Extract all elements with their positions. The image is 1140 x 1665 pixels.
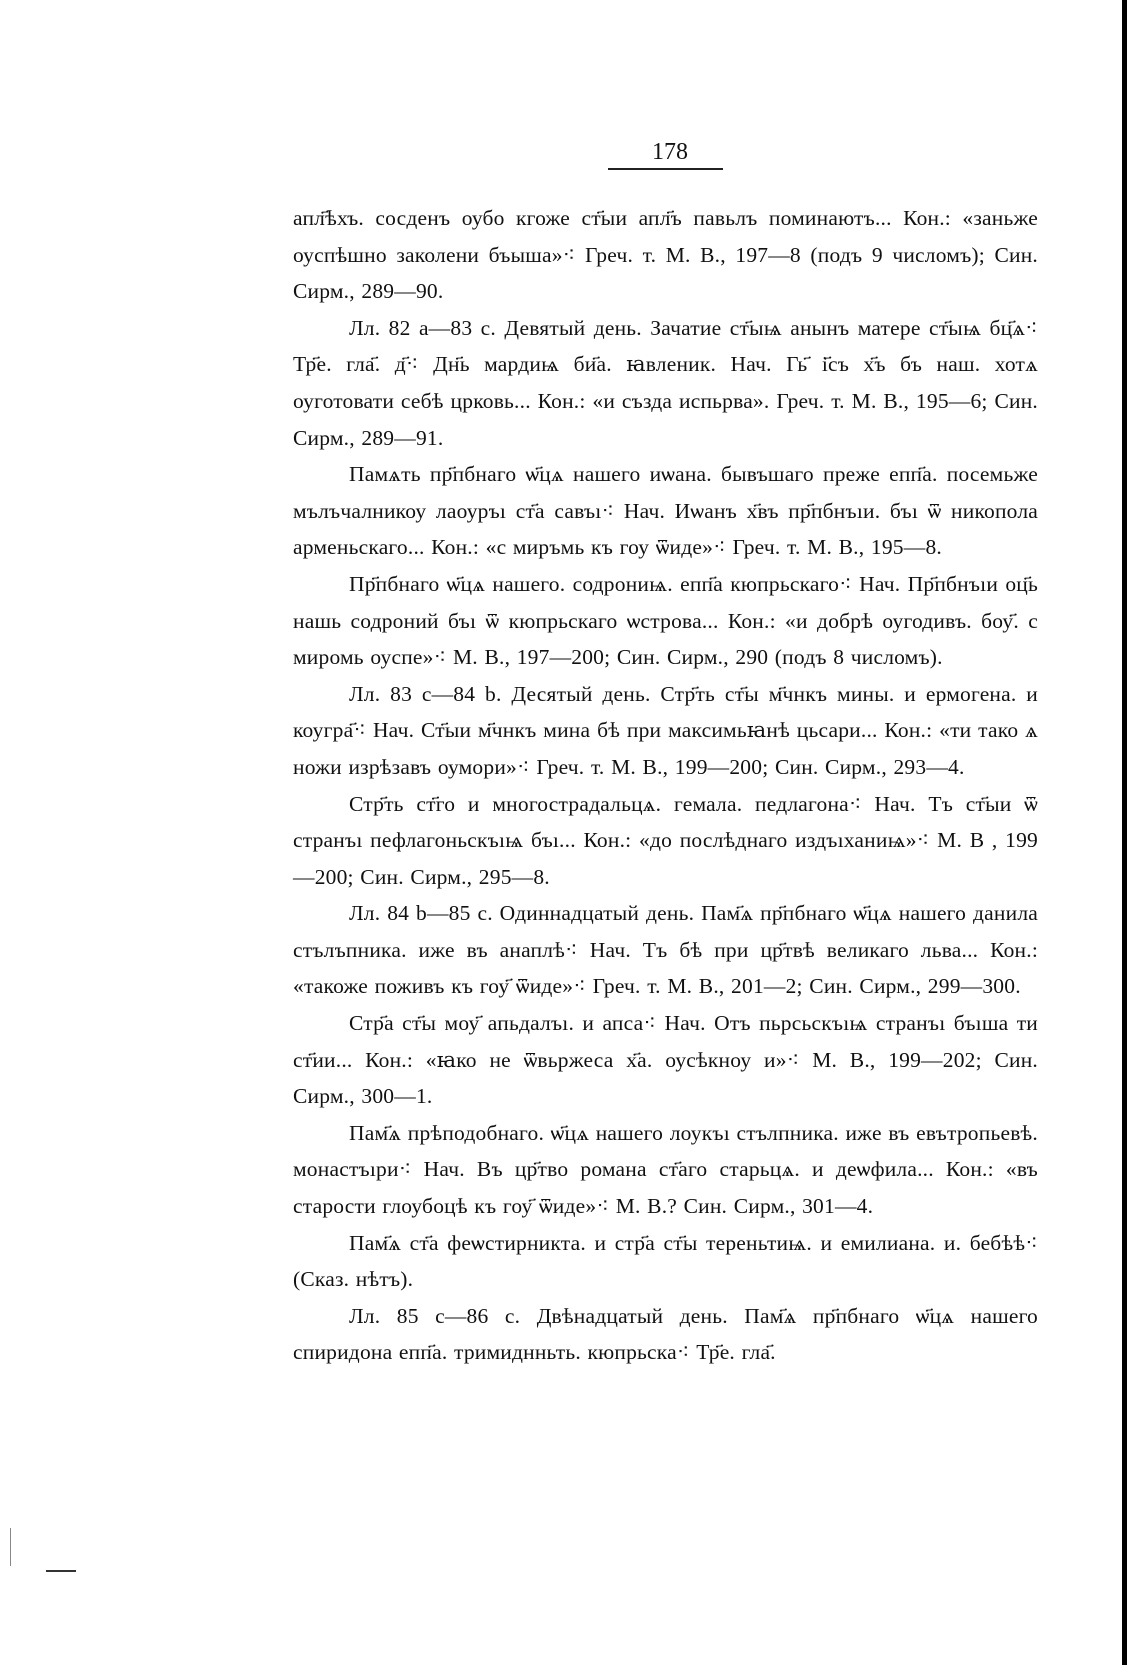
paragraph-1: апл҃ѣхъ. сосденъ оубо кгоже ст҃ыи апл҃ъ павьлъ поминаютъ... Кон.: «заньже оуспѣшно заколени бъыша»⁖ Греч. т. М. В., 197—8 (подъ 9 числомъ); Син. Сирм., 289—90. <box>293 206 1038 304</box>
paragraph-2: Лл. 82 а—83 с. Девятый день. Зачатие ст҃ыѩ анынъ матере ст҃ыѩ бц҃ѧ⁖ Тр҃е. гла҃. д҃⁖ Дн҃ь мардиѩ би҃а. ꙗвленик. Нач. Гь҃ і҃съ х҃ъ бъ наш. хотѧ оуготовати себѣ црковь... Кон.: «и създа испьрва». Греч. т. М. В., 195—6; Син. Сирм., 289—91. <box>293 315 1038 450</box>
paragraph-11: Лл. 85 с—86 с. Двѣнадцатый день. Пам҃ѧ пр҃пбнаго ѡ҃цѧ нашего спиридона епп҃а. тримиднньть. кюпрьска⁖ Тр҃е. гла҃. <box>293 1303 1038 1365</box>
scan-mark-left <box>46 1570 76 1572</box>
paragraph-8: Стр҃а ст҃ы моу҃ апьдалъı. и апса⁖ Нач. Отъ пьрсьскъıѩ странъı бъıша ти ст҃ии... Кон.: «ꙗко не ѿвьржеса х҃а. оусѣкноу и»⁖ М. В., 199—202; Син. Сирм., 300—1. <box>293 1011 1038 1109</box>
paragraph-9: Пам҃ѧ прѣподобнаго. ѡ҃цѧ нашего лоукъı стълпника. иже въ евътропьевѣ. монастъıри⁖ Нач. Въ цр҃тво романа ст҃аго старьцѧ. и деѡфила... Кон.: «въ старости глоубоцѣ къ гоу҃ ѿиде»⁖ М. В.? Син. Сирм., 301—4. <box>293 1120 1038 1219</box>
paragraph-5: Лл. 83 с—84 b. Десятый день. Стр҃ть ст҃ы м҃чнкъ мины. и ермогена. и коугра҃⁖ Нач. Ст҃ыи м҃чнкъ мина бѣ при максимьꙗнѣ цьсари... Кон.: «ти тако ѧ ножи изрѣзавъ оумори»⁖ Греч. т. М. В., 199—200; Син. Сирм., 293—4. <box>293 681 1038 779</box>
paragraph-3: Памѧть пр҃пбнаго ѡ҃цѧ нашего иѡана. бывъшаго преже епп҃а. посемьже мълъчалникоу лаоуръı ст҃а савъı⁖ Нач. Иѡанъ х҃въ пр҃пбнъıи. бъı ѿ никопола арменьскаго... Кон.: «с миръмь къ гоу ѿиде»⁖ Греч. т. М. В., 195—8. <box>293 462 1038 560</box>
scan-edge-right <box>1122 0 1127 1665</box>
paragraph-7: Лл. 84 b—85 с. Одиннадцатый день. Пам҃ѧ пр҃пбнаго ѡ҃цѧ нашего данила стълъпника. иже въ анаплѣ⁖ Нач. Тъ бѣ при цр҃твѣ великаго льва... Кон.: «такоже поживъ къ гоу҃ ѿиде»⁖ Греч. т. М. В., 201—2; Син. Сирм., 299—300. <box>293 901 1038 999</box>
page-number: 178 <box>652 139 688 165</box>
paragraph-4: Пр҃пбнаго ѡ҃цѧ нашего. содрониѩ. епп҃а кюпрьскаго⁖ Нач. Пр҃пбнъıи оц҃ь нашь содроний бъı ѿ кюпрьскаго ѡстрова... Кон.: «и добрѣ оугодивъ. боу҃. с миромь оуспе»⁖ М. В., 197—200; Син. Сирм., 290 (подъ 8 числомъ). <box>293 571 1038 670</box>
scan-tick-left <box>10 1528 11 1566</box>
paragraph-6: Стр҃ть ст҃го и многострадальцѧ. гемала. педлагона⁖ Нач. Тъ ст҃ыи ѿ странъı пефлагоньскъıѩ бъı... Кон.: «до послѣднаго издъıханиѩ»⁖ М. В , 199—200; Син. Сирм., 295—8. <box>293 791 1038 889</box>
paragraph-10: Пам҃ѧ ст҃а феѡстирникта. и стр҃а ст҃ы тереньтиѩ. и емилиана. и. бебѣѣ⁖ (Сказ. нѣтъ). <box>293 1230 1038 1292</box>
body-text <box>293 200 1038 1371</box>
page-number-underline <box>608 168 723 170</box>
